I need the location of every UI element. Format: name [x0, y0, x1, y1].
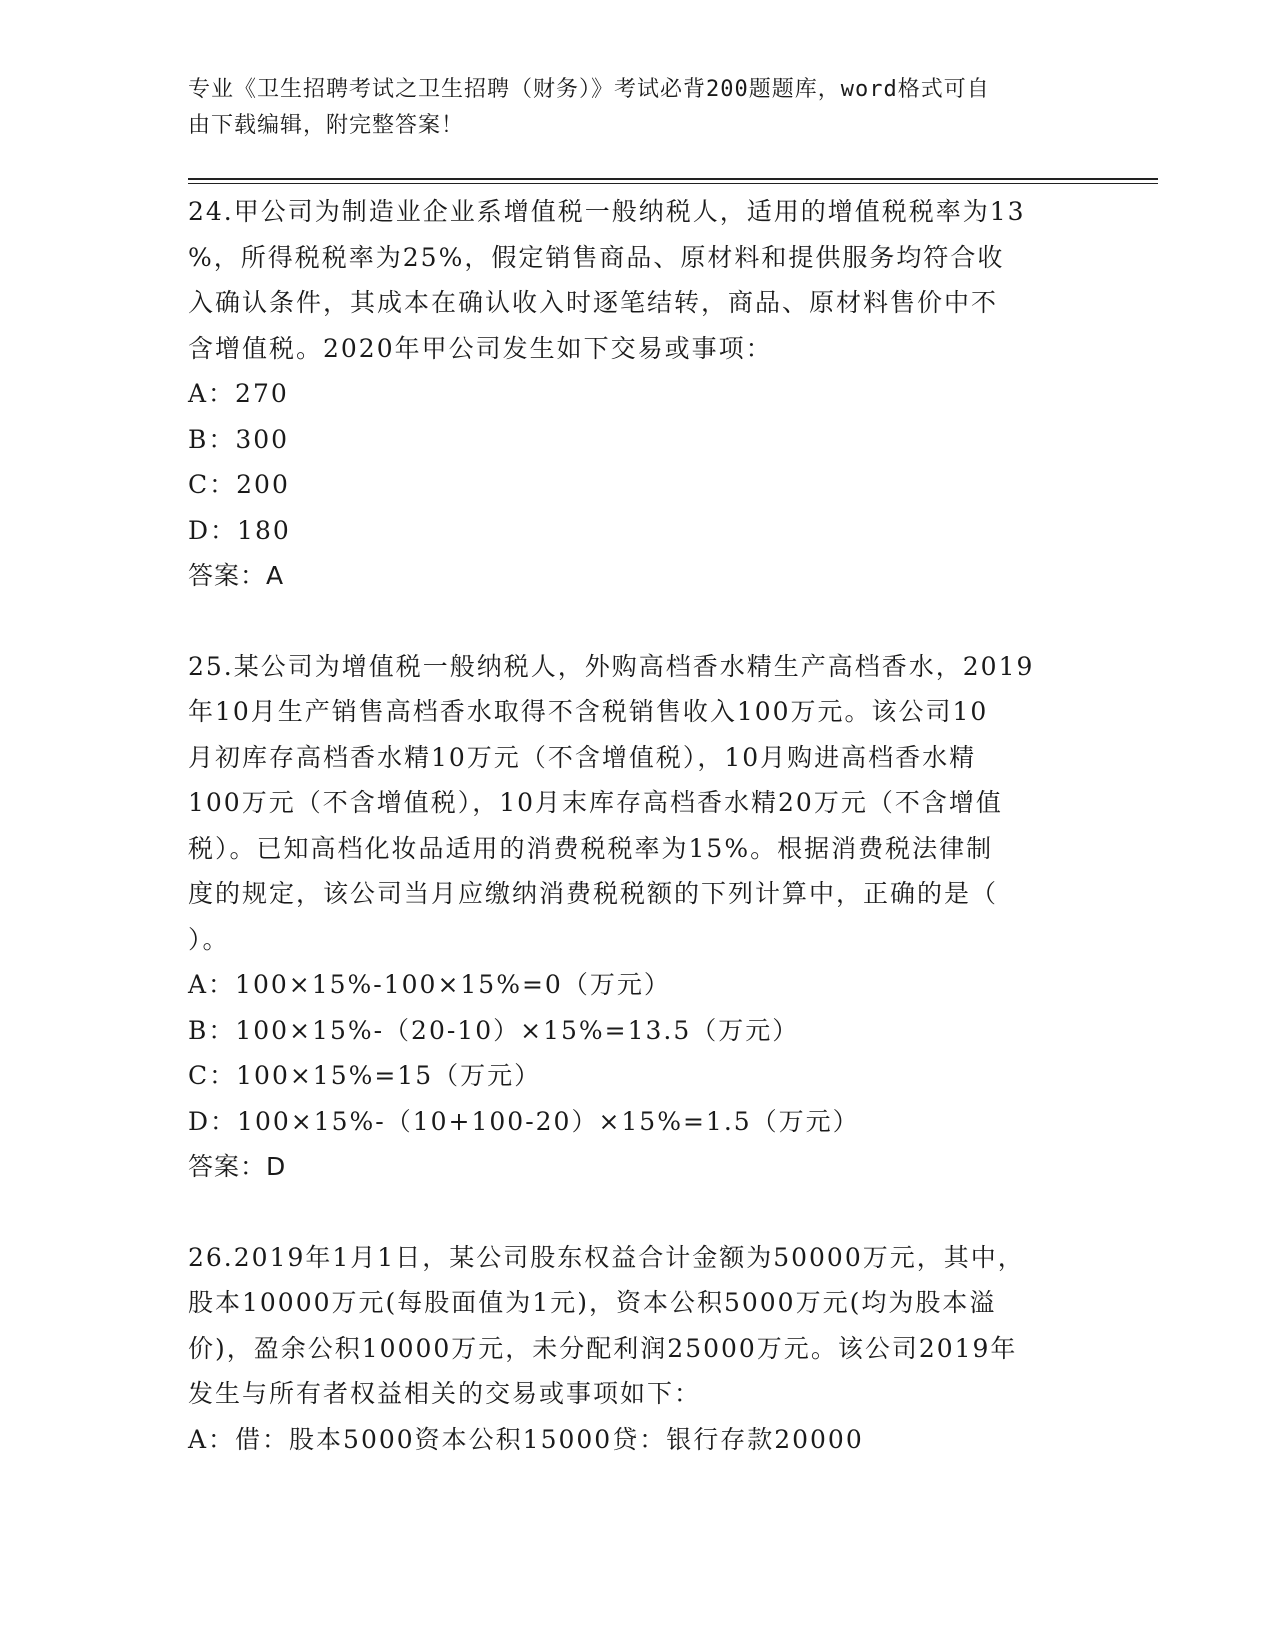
document-body [188, 188, 1088, 1462]
option-c: C：200 [188, 470, 290, 499]
stem-line: 月初库存高档香水精10万元（不含增值税），10月购进高档香水精 [188, 742, 977, 772]
question-24 [188, 188, 1088, 599]
question-stem [188, 1234, 1088, 1417]
stem-line: 税）。已知高档化妆品适用的消费税税率为15%。根据消费税法律制 [188, 833, 994, 863]
question-26 [188, 1234, 1088, 1463]
stem-line: 25.某公司为增值税一般纳税人，外购高档香水精生产高档香水，2019 [188, 651, 1035, 681]
stem-line: %，所得税税率为25%，假定销售商品、原材料和提供服务均符合收 [188, 242, 1005, 272]
option-d: D：180 [188, 515, 291, 545]
option-a: A：270 [188, 379, 289, 408]
header-title-line-2: 由下载编辑，附完整答案！ [188, 113, 465, 138]
stem-line: 26.2019年1月1日，某公司股东权益合计金额为50000万元，其中， [188, 1242, 1025, 1272]
question-stem [188, 643, 1088, 963]
document-header [188, 72, 1068, 144]
stem-line: 24.甲公司为制造业企业系增值税一般纳税人，适用的增值税税率为13 [188, 197, 1026, 226]
spacer [188, 599, 1088, 643]
option-a: A：借：股本5000资本公积15000贷：银行存款20000 [188, 1424, 864, 1454]
option-b: B：100×15%-（20-10）×15%=13.5（万元） [188, 1015, 800, 1045]
answer: 答案：A [188, 561, 285, 590]
stem-line: 价)，盈余公积10000万元，未分配利润25000万元。该公司2019年 [188, 1333, 1018, 1363]
question-stem [188, 188, 1088, 371]
option-a: A：100×15%-100×15%=0（万元） [188, 970, 671, 999]
stem-line: 股本10000万元(每股面值为1元)，资本公积5000万元(均为股本溢 [188, 1288, 997, 1317]
stem-line: 发生与所有者权益相关的交易或事项如下： [188, 1379, 702, 1408]
header-divider [188, 178, 1158, 180]
stem-line: 度的规定，该公司当月应缴纳消费税税额的下列计算中，正确的是（ [188, 879, 999, 908]
stem-line: ）。 [188, 924, 230, 954]
spacer [188, 1190, 1088, 1234]
stem-line: 含增值税。2020年甲公司发生如下交易或事项： [188, 333, 773, 363]
option-d: D：100×15%-（10+100-20）×15%=1.5（万元） [188, 1106, 860, 1136]
stem-line: 年10月生产销售高档香水取得不含税销售收入100万元。该公司10 [188, 697, 989, 726]
answer: 答案：D [188, 1152, 287, 1181]
option-c: C：100×15%=15（万元） [188, 1061, 542, 1090]
option-b: B：300 [188, 424, 290, 454]
header-divider-thin [188, 183, 1158, 184]
header-title-line-1: 专业《卫生招聘考试之卫生招聘（财务）》考试必背200题题库，word格式可自 [188, 77, 990, 102]
question-25 [188, 643, 1088, 1190]
stem-line: 100万元（不含增值税），10月末库存高档香水精20万元（不含增值 [188, 788, 1003, 817]
stem-line: 入确认条件，其成本在确认收入时逐笔结转，商品、原材料售价中不 [188, 288, 999, 317]
